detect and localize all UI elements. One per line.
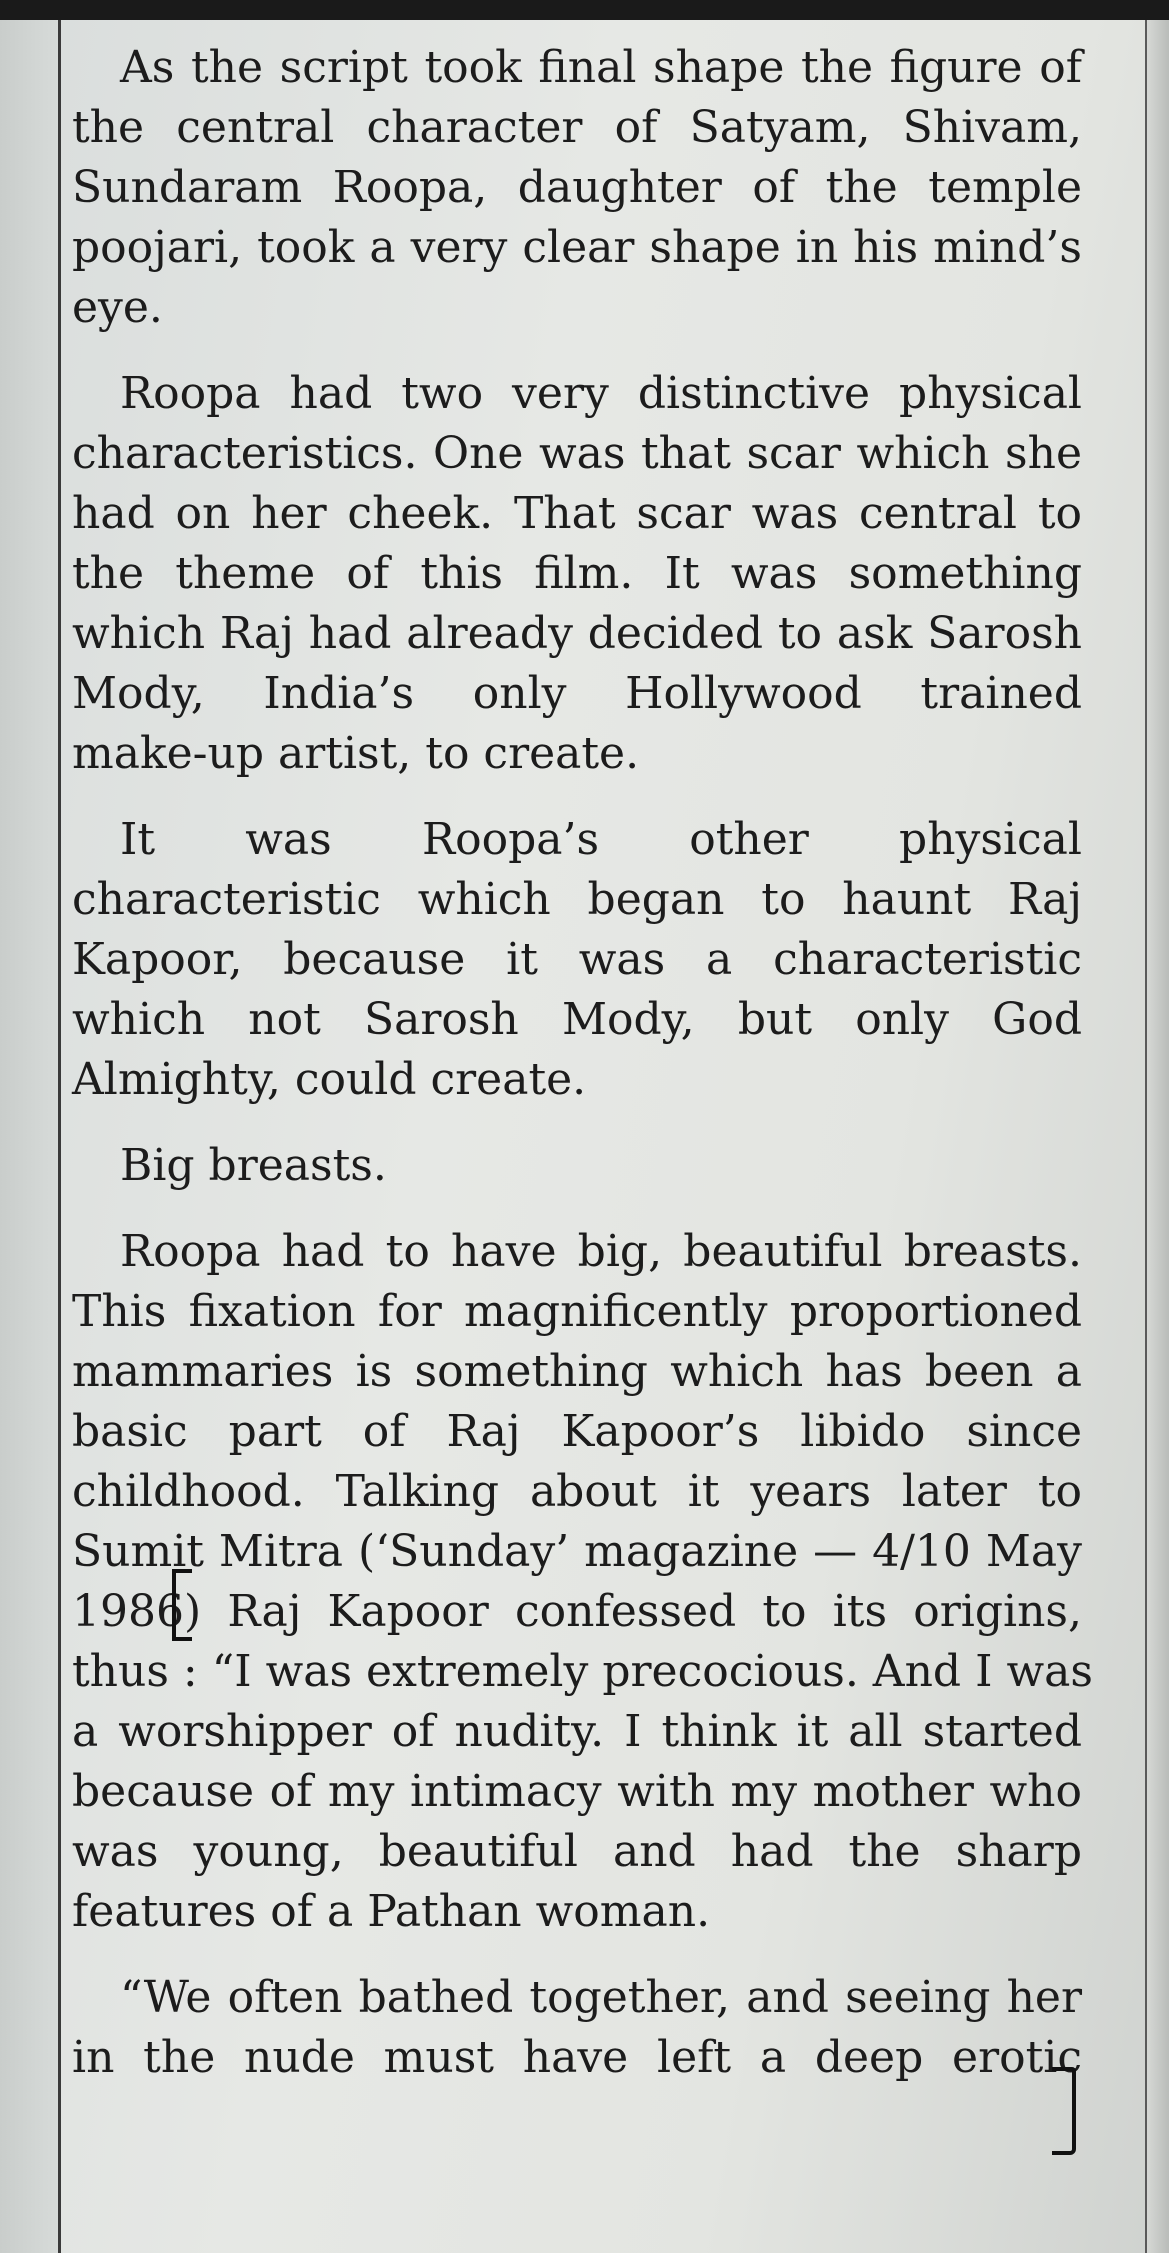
text-line: the theme of this film. It was something xyxy=(72,548,1082,599)
text-line: the central character of Satyam, Shivam, xyxy=(72,102,1082,153)
text-line: mammaries is something which has been a xyxy=(72,1346,1082,1397)
page-left-edge xyxy=(0,20,61,2253)
text-line: Almighty, could create. xyxy=(72,1054,587,1105)
text-line: Roopa had to have big, beautiful breasts. xyxy=(120,1226,1082,1277)
text-line: “We often bathed together, and seeing her xyxy=(120,1972,1082,2023)
text-line: was young, beautiful and had the sharp xyxy=(72,1826,1082,1877)
text-line: Sundaram Roopa, daughter of the temple xyxy=(72,162,1082,213)
paragraph-1 xyxy=(72,38,1082,338)
text-line: It was Roopa’s other physical xyxy=(120,814,1082,865)
text-line: This fixation for magnificently proportioned xyxy=(72,1286,1082,1337)
text-line: had on her cheek. That scar was central to xyxy=(72,488,1082,539)
opening-bracket-mark xyxy=(172,1569,192,1641)
closing-bracket-mark xyxy=(1052,2067,1076,2155)
paragraph-2 xyxy=(72,364,1082,784)
text-line: Kapoor, because it was a characteristic xyxy=(72,934,1082,985)
text-line: As the script took final shape the figure of xyxy=(120,42,1082,93)
text-line: thus : “I was extremely precocious. And I was xyxy=(72,1646,1093,1697)
text-line: characteristic which began to haunt Raj xyxy=(72,874,1082,925)
text-line: Roopa had two very distinctive physical xyxy=(120,368,1082,419)
text-line: Mody, India’s only Hollywood trained xyxy=(72,668,1082,719)
text-line: because of my intimacy with my mother who xyxy=(72,1766,1082,1817)
text-line: which Raj had already decided to ask Sarosh xyxy=(72,608,1082,659)
text-line: Big breasts. xyxy=(120,1140,387,1191)
paragraph-6 xyxy=(72,1968,1082,2088)
page-text xyxy=(72,38,1093,2114)
text-line: a worshipper of nudity. I think it all started xyxy=(72,1706,1082,1757)
text-line: basic part of Raj Kapoor’s libido since xyxy=(72,1406,1082,1457)
text-line: features of a Pathan woman. xyxy=(72,1886,711,1937)
text-line: poojari, took a very clear shape in his mind’s xyxy=(72,222,1082,273)
paragraph-4 xyxy=(72,1136,1082,1196)
text-line: Sumit Mitra (‘Sunday’ magazine — 4/10 May xyxy=(72,1526,1082,1577)
text-line: characteristics. One was that scar which she xyxy=(72,428,1082,479)
page-right-edge xyxy=(1145,20,1169,2253)
paragraph-5 xyxy=(72,1222,1093,1942)
text-line: childhood. Talking about it years later to xyxy=(72,1466,1082,1517)
text-line: eye. xyxy=(72,282,163,333)
book-page xyxy=(0,20,1169,2253)
text-line: which not Sarosh Mody, but only God xyxy=(72,994,1082,1045)
paragraph-3 xyxy=(72,810,1082,1110)
text-line: make-up artist, to create. xyxy=(72,728,640,779)
text-line: 1986) Raj Kapoor confessed to its origins, xyxy=(72,1586,1082,1637)
text-line: in the nude must have left a deep erotic xyxy=(72,2032,1082,2083)
